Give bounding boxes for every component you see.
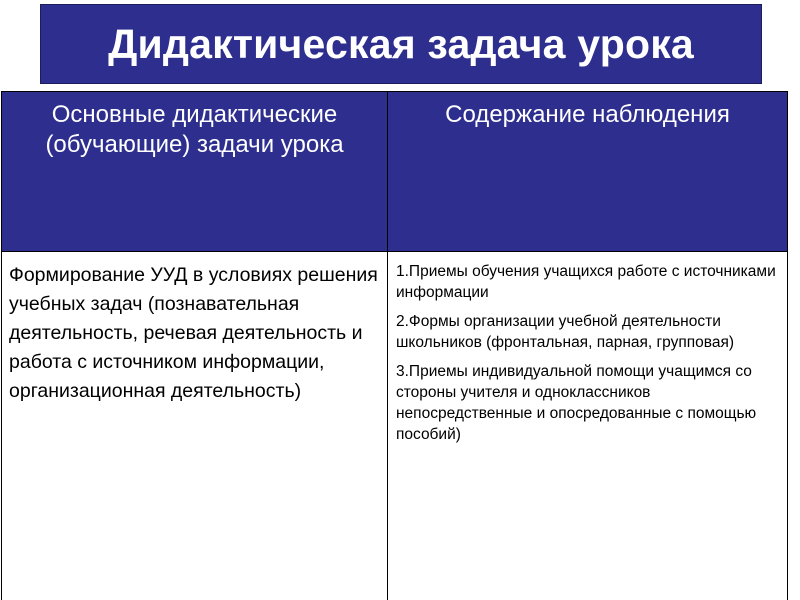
slide-title: Дидактическая задача урока <box>108 20 694 67</box>
observation-item: 2.Формы организации учебной деятельности школьников (фронтальная, парная, групповая) <box>396 313 735 351</box>
header-cell-tasks <box>2 92 388 252</box>
observation-item: 1.Приемы обучения учащихся работе с источниками информации <box>396 263 776 301</box>
table-header <box>2 92 788 252</box>
header-label-tasks: Основные дидактические (обучающие) задачи урока <box>45 101 344 158</box>
lesson-task-table <box>1 91 788 600</box>
header-cell-observation <box>388 92 788 252</box>
task-cell: Формирование УУД в условиях решения учебных задач (познавательная деятельность, речевая деятельность и работа с источником информации, организационная деятельность) <box>2 252 388 600</box>
observation-item: 3.Приемы индивидуальной помощи учащимся со стороны учителя и одноклассников непосредственные и опосредованные с помощью пособий) <box>396 363 757 443</box>
table-body <box>2 252 788 600</box>
observation-cell <box>388 252 788 600</box>
table-row <box>2 252 788 600</box>
slide-title-banner <box>40 4 762 84</box>
header-label-observation: Содержание наблюдения <box>445 101 730 128</box>
table-header-row <box>2 92 788 252</box>
